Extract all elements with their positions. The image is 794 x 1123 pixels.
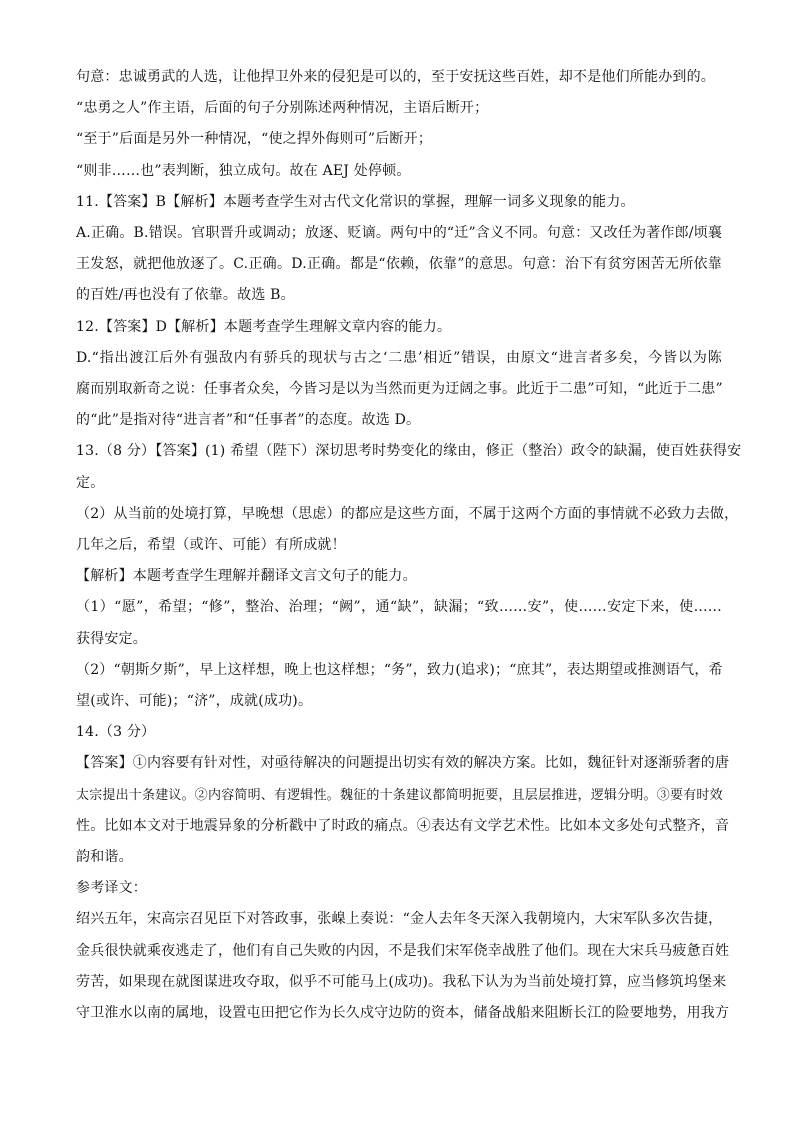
text-line-12: 的“此”是指对待“进言者”和“任事者”的态度。故选 D。 — [76, 412, 421, 429]
text-line-16: 几年之后，希望（或许、可能）有所成就！ — [76, 537, 346, 554]
text-line-11: 腐而别取新奇之说：任事者众矣，今皆习是以为当然而更为迂阔之事。此近于二患”可知，“此近于二患” — [76, 381, 723, 398]
question-13-header: 13.（8 分）【答案】(1) 希望（陛下）深切思考时势变化的缘由，修正（整治）政令的缺漏，使百姓获得安 — [76, 443, 742, 460]
text-line-31: 守卫淮水以南的属地，设置屯田把它作为长久戍守边防的资本，储备战船来阻断长江的险要地势，用我方 — [76, 1005, 730, 1022]
document-body — [76, 62, 742, 1029]
text-line-30: 劳苦，如果现在就图谋进攻夺取，似乎不可能马上(成功)。我私下认为为当前处境打算，应当修筑坞堡来 — [76, 973, 727, 990]
text-line-19: 获得安定。 — [76, 630, 147, 647]
text-line-29: 金兵很快就乘夜逃走了，他们有自己失败的内因，不是我们宋军侥幸战胜了他们。现在大宋兵马疲惫百姓 — [76, 942, 730, 959]
text-line-3: “至于”后面是另外一种情况，“使之捍外侮则可”后断开； — [76, 131, 433, 148]
text-line-17: 【解析】本题考查学生理解并翻译文言文句子的能力。 — [76, 568, 417, 585]
text-line-28: 绍兴五年，宋高宗召见臣下对答政事，张嵲上奏说：“金人去年冬天深入我朝境内，大宋军队多次告捷， — [76, 911, 723, 928]
text-line-2: “忠勇之人”作主语，后面的句子分别陈述两种情况，主语后断开； — [76, 100, 489, 117]
text-line-7: 王发怒，就把他放逐了。C.正确。D.正确。都是“依赖，依靠”的意思。句意：治下有贫穷困苦无所依靠 — [76, 256, 722, 273]
text-line-8: 的百姓/再也没有了依靠。故选 B。 — [76, 287, 295, 304]
question-14-header: 14.（3 分） — [76, 724, 156, 741]
text-line-4: “则非……也”表判断，独立成句。故在 AEJ 处停顿。 — [76, 162, 411, 179]
text-line-15: （2）从当前的处境打算，早晚想（思虑）的都应是这些方面，不属于这两个方面的事情就不必致力去做， — [76, 505, 739, 522]
text-line-6: A.正确。B.错误。官职晋升或调动；放逐、贬谪。两句中的“迁”含义不同。句意：又改任为著作郎/顷襄 — [76, 225, 723, 242]
reference-translation-heading: 参考译文： — [76, 880, 147, 897]
text-line-23: 【答案】①内容要有针对性，对亟待解决的问题提出切实有效的解决方案。比如，魏征针对逐渐骄奢的唐 — [76, 755, 730, 772]
text-line-18: （1）“愿”，希望；“修”，整治、治理；“阙”，通“缺”，缺漏；“致……安”，使……安定下来，使…… — [76, 599, 722, 616]
text-line-26: 韵和谐。 — [76, 849, 133, 866]
question-11-header: 11.【答案】B【解析】本题考查学生对古代文化常识的掌握，理解一词多义现象的能力。 — [76, 193, 635, 210]
text-line-21: 望(或许、可能)；“济”，成就(成功)。 — [76, 693, 313, 710]
text-line-10: D.“指出渡江后外有强敌内有骄兵的现状与古之‘二患’相近”错误，由原文“进言者多矣，今皆以为陈 — [76, 349, 722, 366]
text-line-1: 句意：忠诚勇武的人选，让他捍卫外来的侵犯是可以的，至于安抚这些百姓，却不是他们所能办到的。 — [76, 69, 715, 85]
text-line-25: 性。比如本文对于地震异象的分析戳中了时政的痛点。④表达有文学艺术性。比如本文多处句式整齐，音 — [76, 817, 730, 834]
text-line-24: 太宗提出十条建议。②内容简明、有逻辑性。魏征的十条建议都简明扼要，且层层推进，逻辑分明。③要有时效 — [76, 787, 723, 803]
text-line-14: 定。 — [76, 474, 105, 491]
question-12-header: 12.【答案】D【解析】本题考查学生理解文章内容的能力。 — [76, 318, 452, 335]
text-line-20: （2）“朝斯夕斯”，早上这样想，晚上也这样想；“务”，致力(追求)；“庶其”，表达期望或推测语气，希 — [76, 661, 723, 678]
